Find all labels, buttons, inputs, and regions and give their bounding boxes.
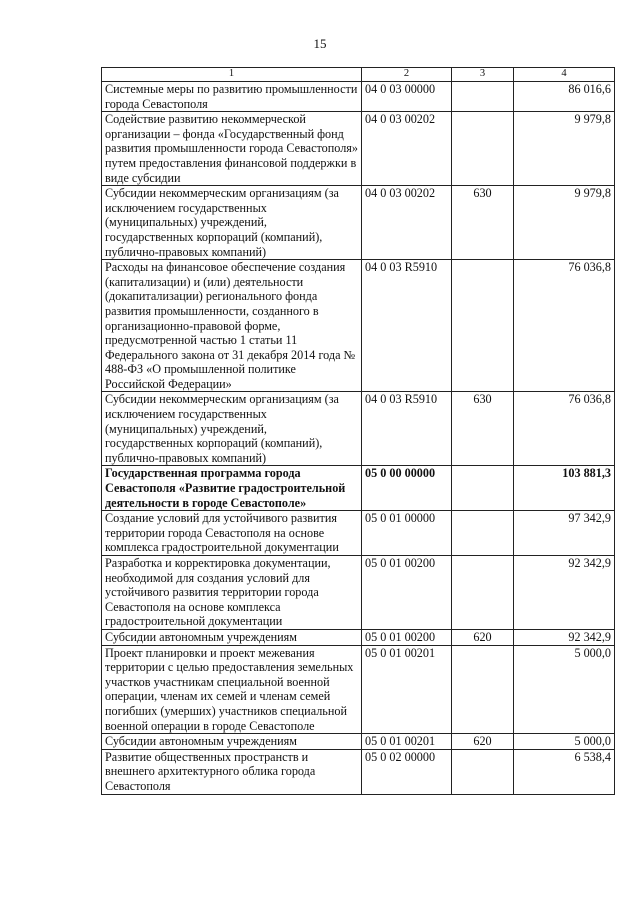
name-cell: Проект планировки и проект межевания территории с целью предоставления земельных участков участникам специальной военной операции, членам их семей и членам семей погибших (умерших) участников специальной военной операции в городе Севастополе — [102, 645, 362, 734]
name-cell: Содействие развитию некоммерческой организации – фонда «Государственный фонд развития промышленности города Севастополя» путем предоставления финансовой поддержки в виде субсидии — [102, 112, 362, 186]
header-col-3: 3 — [452, 68, 514, 82]
code-cell: 05 0 01 00000 — [362, 511, 452, 556]
name-cell: Государственная программа города Севастополя «Развитие градостроительной деятельности в городе Севастополе» — [102, 466, 362, 511]
table-row — [102, 392, 615, 466]
table-row — [102, 260, 615, 392]
table-header — [102, 68, 615, 82]
code-cell: 04 0 03 R5910 — [362, 260, 452, 392]
group-cell — [452, 112, 514, 186]
name-cell: Субсидии некоммерческим организациям (за исключением государственных (муниципальных) учреждений, государственных корпораций (компаний), публично-правовых компаний) — [102, 186, 362, 260]
name-cell: Расходы на финансовое обеспечение создания (капитализации) и (или) деятельности (докапитализации) регионального фонда развития промышленности, созданного в организационно-правовой форме, предусмотренной частью 1 статьи 11 Федерального закона от 31 декабря 2014 года № 488-ФЗ «О промышленной политике Российской Федерации» — [102, 260, 362, 392]
amount-cell: 92 342,9 — [514, 629, 615, 645]
code-cell: 04 0 03 00000 — [362, 82, 452, 112]
amount-cell: 5 000,0 — [514, 645, 615, 734]
group-cell: 630 — [452, 186, 514, 260]
name-cell: Разработка и корректировка документации, необходимой для создания условий для устойчивого развития территории города Севастополя на основе комплекса градостроительной документации — [102, 556, 362, 630]
header-col-2: 2 — [362, 68, 452, 82]
code-cell: 04 0 03 00202 — [362, 112, 452, 186]
amount-cell: 92 342,9 — [514, 556, 615, 630]
table-body — [102, 82, 615, 795]
name-cell: Субсидии некоммерческим организациям (за исключением государственных (муниципальных) учреждений, государственных корпораций (компаний), публично-правовых компаний) — [102, 392, 362, 466]
group-cell: 620 — [452, 734, 514, 750]
table-row — [102, 466, 615, 511]
code-cell: 05 0 01 00201 — [362, 734, 452, 750]
amount-cell: 6 538,4 — [514, 749, 615, 794]
page-number: 15 — [313, 36, 327, 51]
code-cell: 05 0 01 00201 — [362, 645, 452, 734]
table-row — [102, 749, 615, 794]
table-row — [102, 112, 615, 186]
group-cell — [452, 466, 514, 511]
name-cell: Создание условий для устойчивого развития территории города Севастополя на основе комплекса градостроительной документации — [102, 511, 362, 556]
table-row — [102, 734, 615, 750]
group-cell — [452, 749, 514, 794]
amount-cell: 9 979,8 — [514, 186, 615, 260]
name-cell: Системные меры по развитию промышленности города Севастополя — [102, 82, 362, 112]
amount-cell: 5 000,0 — [514, 734, 615, 750]
table-row — [102, 186, 615, 260]
header-row — [102, 68, 615, 82]
table-row — [102, 511, 615, 556]
amount-cell: 76 036,8 — [514, 260, 615, 392]
header-col-4: 4 — [514, 68, 615, 82]
group-cell: 630 — [452, 392, 514, 466]
code-cell: 05 0 02 00000 — [362, 749, 452, 794]
amount-cell: 76 036,8 — [514, 392, 615, 466]
table-row — [102, 556, 615, 630]
name-cell: Развитие общественных пространств и внешнего архитектурного облика города Севастополя — [102, 749, 362, 794]
budget-table — [101, 67, 615, 795]
name-cell: Субсидии автономным учреждениям — [102, 629, 362, 645]
code-cell: 05 0 01 00200 — [362, 629, 452, 645]
amount-cell: 86 016,6 — [514, 82, 615, 112]
code-cell: 05 0 01 00200 — [362, 556, 452, 630]
group-cell — [452, 82, 514, 112]
group-cell — [452, 260, 514, 392]
code-cell: 04 0 03 00202 — [362, 186, 452, 260]
amount-cell: 97 342,9 — [514, 511, 615, 556]
group-cell — [452, 645, 514, 734]
code-cell: 05 0 00 00000 — [362, 466, 452, 511]
code-cell: 04 0 03 R5910 — [362, 392, 452, 466]
table-row — [102, 645, 615, 734]
amount-cell: 103 881,3 — [514, 466, 615, 511]
amount-cell: 9 979,8 — [514, 112, 615, 186]
group-cell — [452, 556, 514, 630]
table-row — [102, 629, 615, 645]
header-col-1: 1 — [102, 68, 362, 82]
name-cell: Субсидии автономным учреждениям — [102, 734, 362, 750]
group-cell: 620 — [452, 629, 514, 645]
table-row — [102, 82, 615, 112]
group-cell — [452, 511, 514, 556]
